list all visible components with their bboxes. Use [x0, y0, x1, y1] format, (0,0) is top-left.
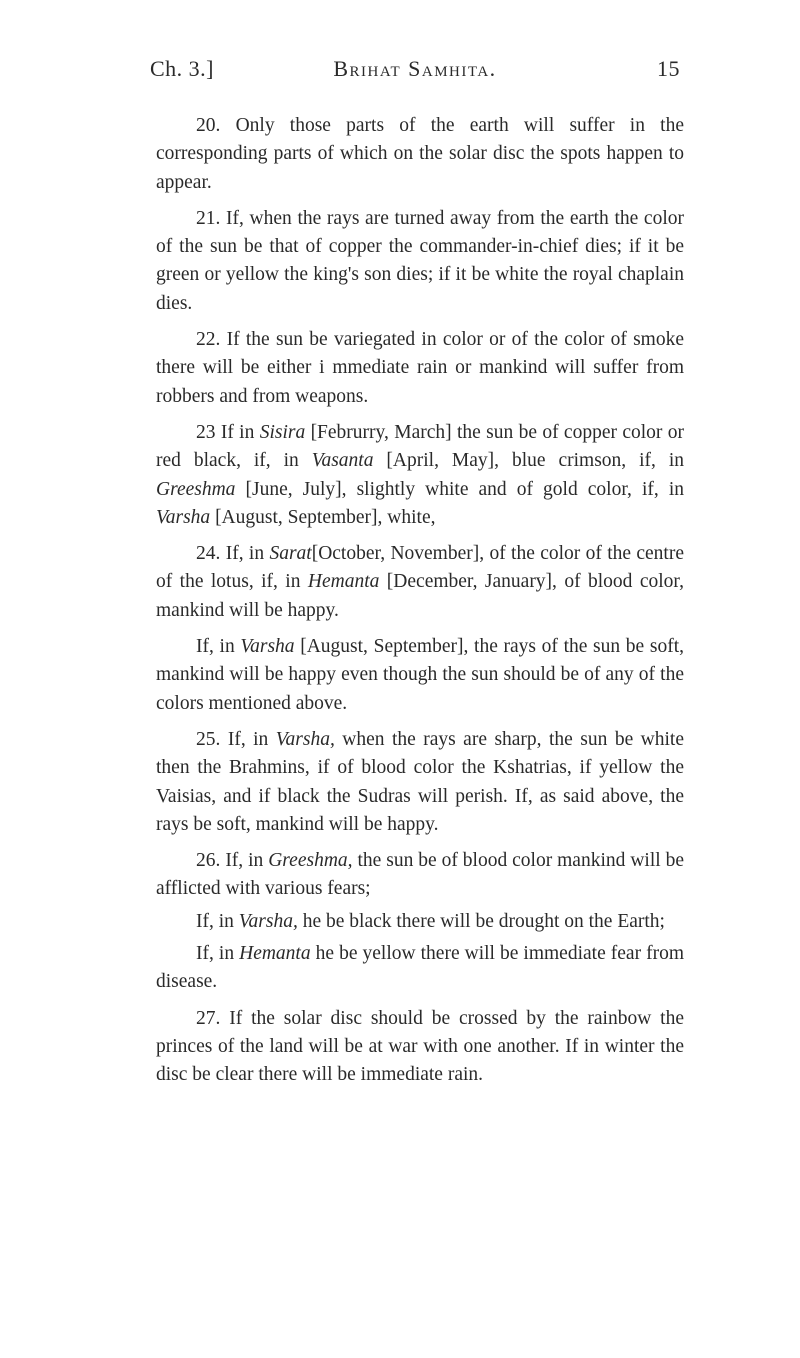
text-run: 27. If the solar disc should be crossed by the rainbow the princes of the land will be at war with one another. If in winter the disc be clear there will be immediate rain. — [156, 1007, 684, 1086]
text-run: the sun be of blood color mankind will be afflicted with various fears; — [156, 850, 684, 900]
text-run: [April, May], blue crimson, if, in — [373, 450, 684, 472]
italic-term: Sisira — [259, 421, 306, 443]
paragraph — [156, 326, 684, 411]
italic-term: Hemanta — [307, 571, 380, 593]
text-run: 23 If in — [196, 421, 260, 443]
text-run: when the rays are sharp, the sun be white then the Brahmins, if of blood color the Kshatrias, if yellow the Vaisias, and if black the Sudras will perish. If, as said above, the rays be soft, mankind will be happy. — [156, 728, 684, 835]
text-run: [October, November], of the color of the centre of the lotus, if, in — [156, 543, 684, 593]
paragraph — [156, 726, 684, 839]
italic-term: Greeshma — [156, 478, 236, 500]
paragraph — [156, 1005, 684, 1090]
text-run: 22. If the sun be variegated in color or of the color of smoke there will be either i mmediate rain or mankind will suffer from robbers and from weapons. — [156, 329, 684, 407]
chapter-label: Ch. 3.] — [150, 56, 214, 81]
text-run: [Februrry, March] the sun be of copper color or red black, if, in — [156, 421, 684, 472]
italic-term: Hemanta — [239, 943, 311, 965]
text-run: he be yellow there will be immediate fear from disease. — [156, 943, 685, 993]
italic-term: Varsha, — [238, 910, 298, 932]
italic-term: Varsha — [156, 506, 211, 528]
running-head — [150, 56, 680, 86]
text-run: If, in — [196, 910, 239, 932]
book-title: Brihat Samhita. — [333, 56, 497, 81]
paragraph — [156, 205, 684, 318]
page-number: 15 — [657, 56, 680, 81]
text-run: [August, September], the rays of the sun be soft, mankind will be happy even though the sun should be of any of the colors mentioned above. — [156, 636, 685, 714]
text-run: If, in — [196, 636, 241, 658]
text-run: 25. If, in — [196, 728, 276, 750]
text-run: 21. If, when the rays are turned away from the earth the color of the sun be that of copper the commander-in-chief dies; if it be green or yellow the king's son dies; if it be white the royal chaplain dies. — [156, 207, 684, 314]
text-run: If, in — [196, 943, 240, 965]
text-run: 24. If, in — [196, 543, 270, 565]
paragraph — [156, 633, 684, 718]
paragraph — [156, 847, 684, 904]
italic-term: Vasanta — [311, 450, 374, 472]
text-run: 20. Only those parts of the earth will suffer in the corresponding parts of which on the solar disc the spots happen to appear. — [156, 115, 684, 193]
text-run: he be black there will be drought on the Earth; — [297, 910, 665, 932]
text-run: [August, September], white, — [210, 506, 436, 528]
paragraph — [156, 112, 684, 197]
paragraph — [156, 940, 684, 997]
paragraph — [156, 908, 684, 936]
paragraph — [156, 540, 684, 625]
paragraph — [156, 419, 684, 532]
italic-term: Greeshma, — [268, 850, 353, 872]
text-run: [December, January], of blood color, mankind will be happy. — [156, 571, 684, 621]
text-run: 26. If, in — [196, 850, 269, 872]
body-text — [156, 112, 684, 1098]
text-run: [June, July], slightly white and of gold color, if, in — [235, 478, 684, 500]
italic-term: Varsha, — [275, 728, 335, 750]
italic-term: Sarat — [269, 543, 312, 565]
italic-term: Varsha — [240, 636, 295, 658]
